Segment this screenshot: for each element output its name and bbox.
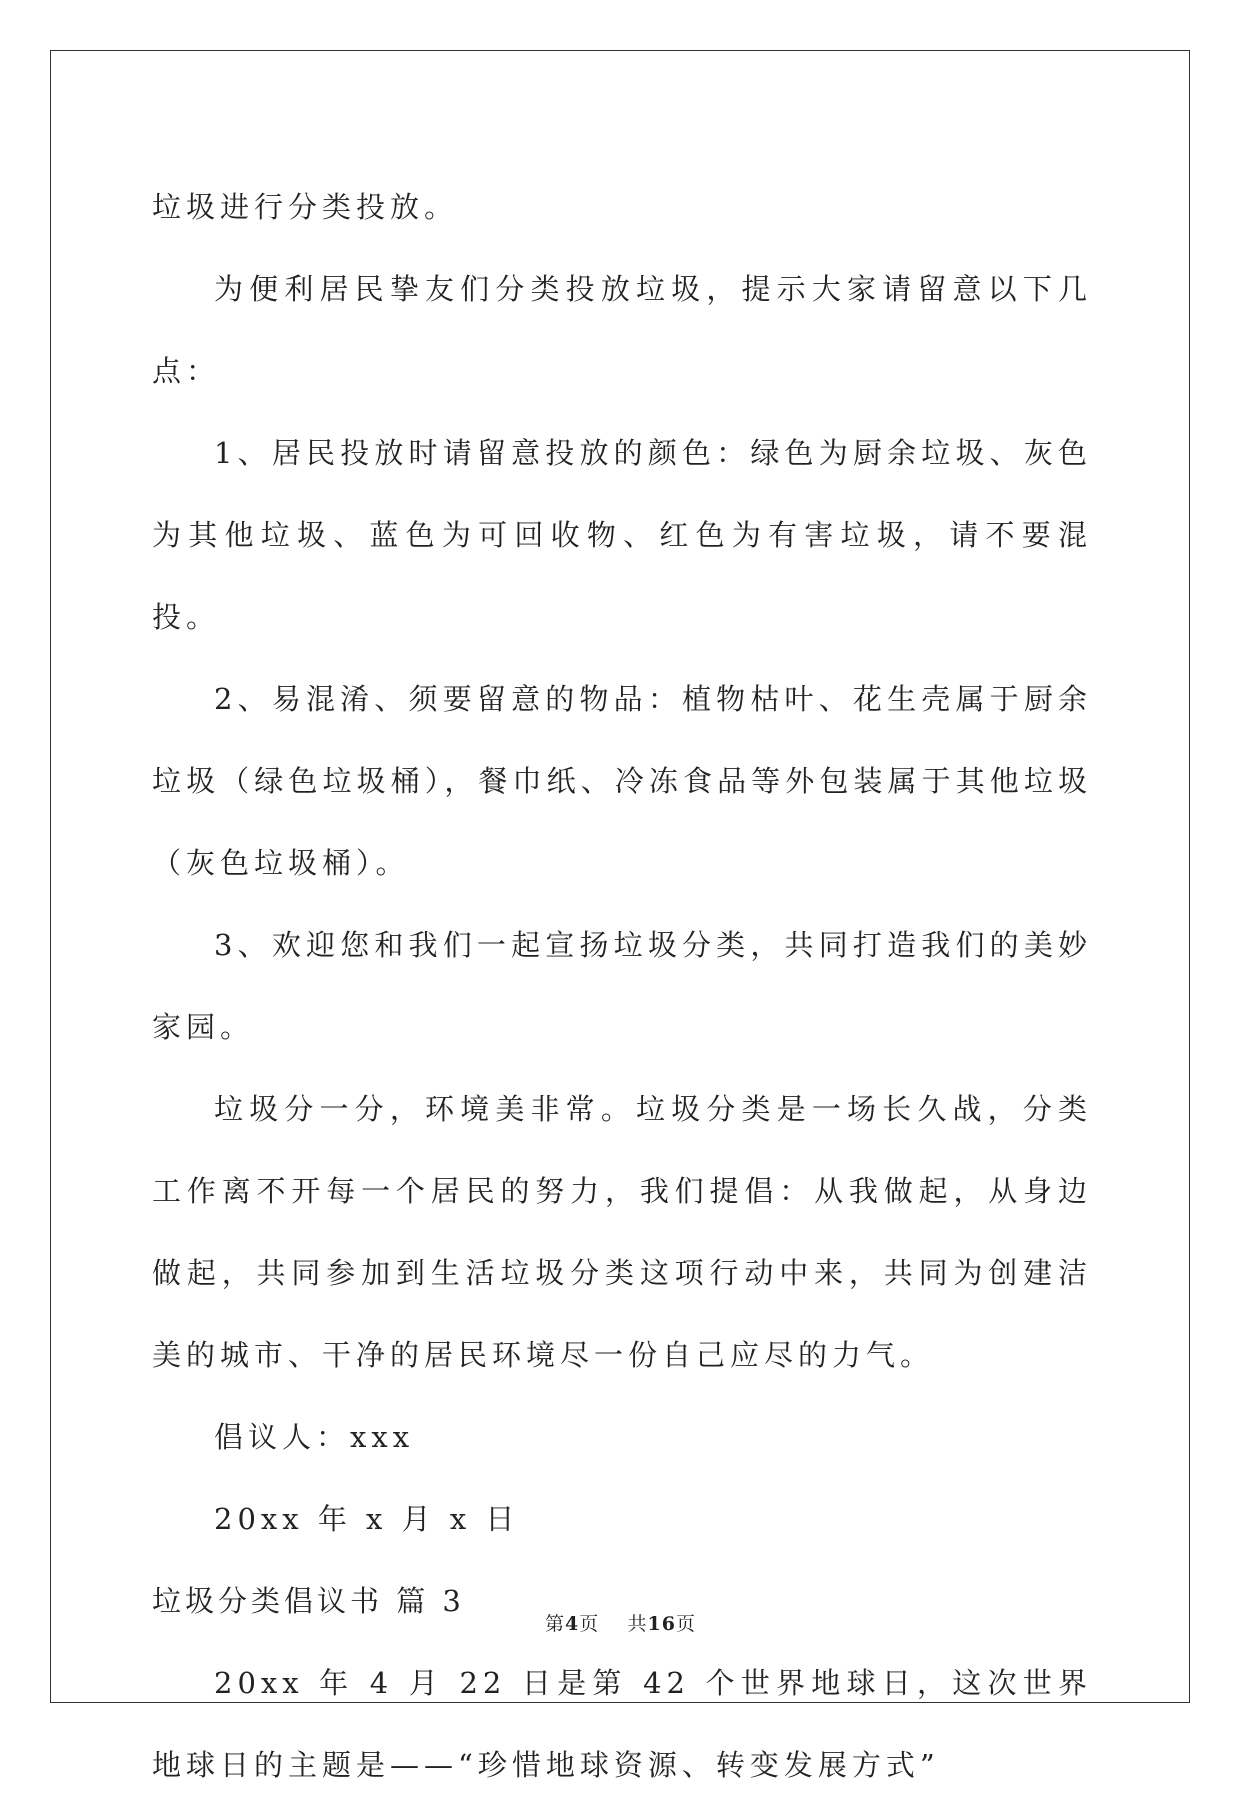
paragraph-point-1: 1、居民投放时请留意投放的颜色：绿色为厨余垃圾、灰色为其他垃圾、蓝色为可回收物、红色为有害垃圾，请不要混投。: [152, 436, 1092, 634]
paragraph-point-3: 3、欢迎您和我们一起宣扬垃圾分类，共同打造我们的美妙家园。: [152, 928, 1092, 1044]
footer-prefix: 第: [545, 1613, 566, 1635]
paragraph-point-2: 2、易混淆、须要留意的物品：植物枯叶、花生壳属于厨余垃圾（绿色垃圾桶），餐巾纸、冷冻食品等外包装属于其他垃圾（灰色垃圾桶）。: [152, 682, 1092, 880]
footer-total-prefix: 共: [627, 1613, 648, 1635]
footer-page-label: 页: [579, 1613, 600, 1635]
total-pages-number: 16: [647, 1613, 676, 1635]
document-body: [152, 166, 1092, 1806]
paragraph-continuation: 垃圾进行分类投放。: [152, 190, 459, 224]
current-page-number: 4: [565, 1613, 580, 1635]
section-heading: 垃圾分类倡议书 篇 3: [152, 1584, 465, 1618]
paragraph-appeal: 垃圾分一分，环境美非常。垃圾分类是一场长久战，分类工作离不开每一个居民的努力，我们提倡：从我做起，从身边做起，共同参加到生活垃圾分类这项行动中来，共同为创建洁美的城市、干净的居民环境尽一份自己应尽的力气。: [152, 1092, 1092, 1372]
signature-initiator: 倡议人：xxx: [214, 1420, 415, 1454]
page-footer: [0, 1609, 1241, 1636]
signature-date: 20xx 年 x 月 x 日: [214, 1502, 520, 1536]
paragraph-earth-day: 20xx 年 4 月 22 日是第 42 个世界地球日，这次世界地球日的主题是——“珍惜地球资源、转变发展方式”: [152, 1666, 1092, 1782]
footer-total-label: 页: [675, 1613, 696, 1635]
paragraph-intro: 为便利居民挚友们分类投放垃圾，提示大家请留意以下几点：: [152, 272, 1092, 388]
